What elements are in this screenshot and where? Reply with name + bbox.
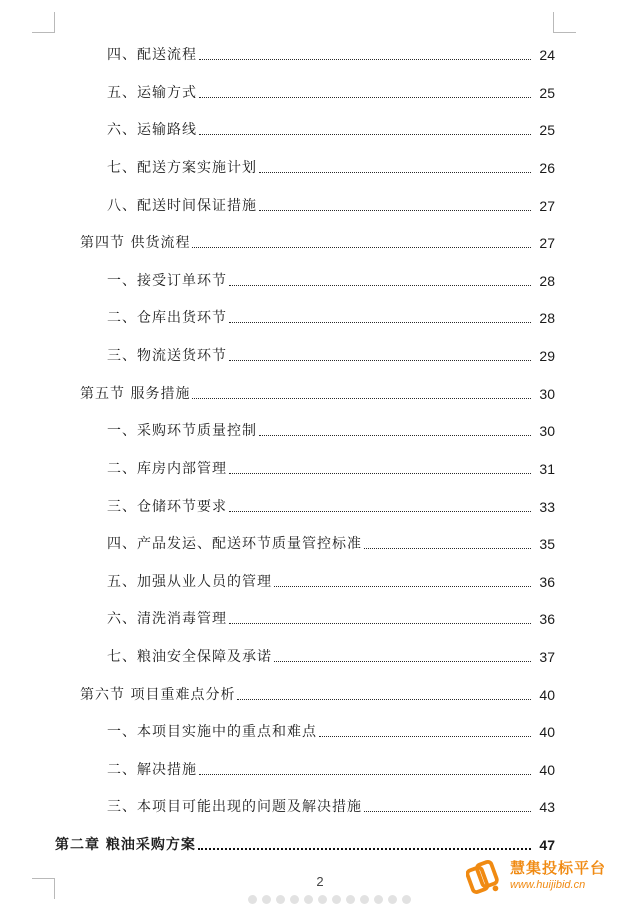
pager-dot[interactable] bbox=[346, 895, 355, 904]
toc-leader-dots bbox=[229, 511, 531, 512]
crop-mark-top-left bbox=[32, 12, 55, 33]
toc-entry[interactable] bbox=[107, 796, 555, 816]
toc-entry[interactable] bbox=[107, 646, 555, 666]
toc-entry-label: 二、仓库出货环节 bbox=[107, 310, 227, 326]
toc-leader-dots bbox=[199, 134, 531, 135]
toc-leader-dots bbox=[319, 736, 531, 737]
pager-dot[interactable] bbox=[360, 895, 369, 904]
toc-entry-page: 30 bbox=[539, 386, 555, 402]
toc-leader-dots bbox=[229, 360, 531, 361]
crop-mark-top-right bbox=[553, 12, 576, 33]
toc-leader-dots bbox=[199, 59, 531, 60]
toc-entry-page: 33 bbox=[539, 499, 555, 515]
toc-entry-page: 28 bbox=[539, 273, 555, 289]
toc-entry-label: 一、本项目实施中的重点和难点 bbox=[107, 724, 317, 740]
toc-entry-label: 四、产品发运、配送环节质量管控标准 bbox=[107, 536, 362, 552]
toc-entry-label: 三、仓储环节要求 bbox=[107, 499, 227, 515]
toc-entry-label: 四、配送流程 bbox=[107, 47, 197, 63]
toc-entry-page: 36 bbox=[539, 574, 555, 590]
toc-leader-dots bbox=[192, 398, 531, 399]
toc-entry-page: 37 bbox=[539, 649, 555, 665]
toc-entry-page: 40 bbox=[539, 762, 555, 778]
toc-leader-dots bbox=[259, 172, 531, 173]
toc-entry[interactable] bbox=[107, 608, 555, 628]
toc-entry-page: 31 bbox=[539, 461, 555, 477]
toc-entry[interactable] bbox=[107, 345, 555, 365]
toc-entry-page: 40 bbox=[539, 724, 555, 740]
pager-dot[interactable] bbox=[332, 895, 341, 904]
toc-leader-dots bbox=[199, 97, 531, 98]
toc-leader-dots bbox=[199, 774, 531, 775]
toc-entry-label: 第四节 供货流程 bbox=[80, 235, 191, 251]
toc-leader-dots bbox=[364, 548, 531, 549]
pager-dot[interactable] bbox=[248, 895, 257, 904]
toc-entry[interactable] bbox=[107, 496, 555, 516]
toc-leader-dots bbox=[237, 699, 531, 700]
toc-entry[interactable] bbox=[107, 270, 555, 290]
toc-entry-page: 35 bbox=[539, 536, 555, 552]
toc-entry-page: 40 bbox=[539, 687, 555, 703]
toc-entry-label: 五、运输方式 bbox=[107, 85, 197, 101]
toc-entry[interactable] bbox=[107, 759, 555, 779]
toc-entry-label: 第五节 服务措施 bbox=[80, 386, 191, 402]
toc-entry-page: 24 bbox=[539, 47, 555, 63]
toc-entry[interactable] bbox=[107, 82, 555, 102]
toc-entry[interactable] bbox=[107, 533, 555, 553]
toc-entry-page: 28 bbox=[539, 310, 555, 326]
toc-leader-dots bbox=[229, 285, 531, 286]
pager-dot[interactable] bbox=[402, 895, 411, 904]
toc-entry-page: 26 bbox=[539, 160, 555, 176]
toc-entry[interactable] bbox=[107, 157, 555, 177]
toc-entry-label: 第二章 粮油采购方案 bbox=[55, 837, 196, 853]
toc-section-entry[interactable] bbox=[80, 684, 555, 704]
toc-entry-label: 七、粮油安全保障及承诺 bbox=[107, 649, 272, 665]
toc-entry[interactable] bbox=[107, 420, 555, 440]
toc-entry-label: 一、采购环节质量控制 bbox=[107, 423, 257, 439]
toc-leader-dots bbox=[229, 473, 531, 474]
pager-dot[interactable] bbox=[276, 895, 285, 904]
toc-entry-label: 第六节 项目重难点分析 bbox=[80, 687, 236, 703]
toc-entry-label: 二、解决措施 bbox=[107, 762, 197, 778]
toc-entry-label: 三、本项目可能出现的问题及解决措施 bbox=[107, 799, 362, 815]
toc-leader-dots bbox=[192, 247, 531, 248]
toc-entry-page: 43 bbox=[539, 799, 555, 815]
watermark bbox=[466, 848, 631, 904]
toc-entry-page: 36 bbox=[539, 611, 555, 627]
toc-entry-label: 七、配送方案实施计划 bbox=[107, 160, 257, 176]
toc-entry[interactable] bbox=[107, 44, 555, 64]
toc-entry-page: 25 bbox=[539, 85, 555, 101]
toc-entry-page: 27 bbox=[539, 198, 555, 214]
toc-leader-dots bbox=[259, 210, 531, 211]
toc-entry-label: 六、运输路线 bbox=[107, 122, 197, 138]
toc-leader-dots bbox=[364, 811, 531, 812]
toc-entry-label: 二、库房内部管理 bbox=[107, 461, 227, 477]
toc-entry-label: 五、加强从业人员的管理 bbox=[107, 574, 272, 590]
toc-entry-page: 29 bbox=[539, 348, 555, 364]
page-scroll-indicator bbox=[248, 895, 411, 904]
page-number: 2 bbox=[316, 874, 324, 889]
brand-logo-icon bbox=[466, 857, 504, 895]
toc-entry-page: 30 bbox=[539, 423, 555, 439]
toc-entry[interactable] bbox=[107, 721, 555, 741]
toc-entry-page: 47 bbox=[539, 837, 555, 853]
pager-dot[interactable] bbox=[304, 895, 313, 904]
pager-dot[interactable] bbox=[388, 895, 397, 904]
watermark-url: www.huijibid.cn bbox=[510, 879, 586, 891]
toc-leader-dots bbox=[229, 322, 531, 323]
toc-entry-label: 一、接受订单环节 bbox=[107, 273, 227, 289]
pager-dot[interactable] bbox=[262, 895, 271, 904]
toc-leader-dots bbox=[274, 586, 531, 587]
toc-entry[interactable] bbox=[107, 195, 555, 215]
toc-entry-page: 27 bbox=[539, 235, 555, 251]
toc-entry[interactable] bbox=[107, 571, 555, 591]
toc-section-entry[interactable] bbox=[80, 232, 555, 252]
toc-leader-dots bbox=[229, 623, 531, 624]
pager-dot[interactable] bbox=[290, 895, 299, 904]
toc-section-entry[interactable] bbox=[80, 383, 555, 403]
toc-entry[interactable] bbox=[107, 458, 555, 478]
watermark-name: 慧集投标平台 bbox=[510, 859, 607, 877]
pager-dot[interactable] bbox=[374, 895, 383, 904]
toc-entry-page: 25 bbox=[539, 122, 555, 138]
toc-entry-label: 八、配送时间保证措施 bbox=[107, 198, 257, 214]
toc-leader-dots bbox=[274, 661, 531, 662]
toc-leader-dots bbox=[259, 435, 531, 436]
toc-entry-label: 三、物流送货环节 bbox=[107, 348, 227, 364]
crop-mark-bottom-left bbox=[32, 878, 55, 899]
toc-entry[interactable] bbox=[107, 119, 555, 139]
toc-entry[interactable] bbox=[107, 307, 555, 327]
pager-dot[interactable] bbox=[318, 895, 327, 904]
toc-entry-label: 六、清洗消毒管理 bbox=[107, 611, 227, 627]
